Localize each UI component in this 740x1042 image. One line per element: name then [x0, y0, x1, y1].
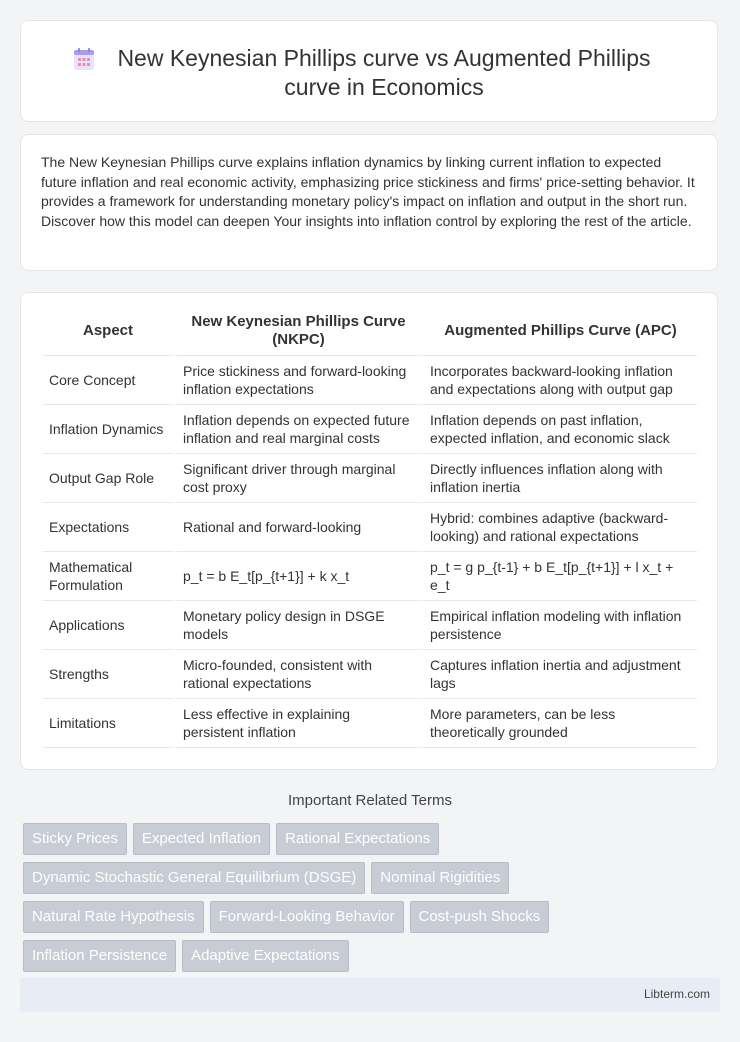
aspect-cell: Limitations	[43, 699, 173, 748]
related-term-tag[interactable]: Nominal Rigidities	[371, 862, 509, 894]
related-terms-title: Important Related Terms	[288, 792, 452, 809]
related-term-tag[interactable]: Dynamic Stochastic General Equilibrium (DSGE)	[23, 862, 365, 894]
apc-cell: Hybrid: combines adaptive (backward-looking) and rational expectations	[420, 503, 697, 552]
related-term-tag[interactable]: Forward-Looking Behavior	[210, 901, 404, 933]
related-term-tag[interactable]: Cost-push Shocks	[410, 901, 550, 933]
related-term-tag[interactable]: Adaptive Expectations	[182, 940, 348, 972]
nkpc-cell: Significant driver through marginal cost proxy	[173, 454, 420, 503]
footer-bar	[20, 978, 720, 1012]
table-row	[43, 601, 697, 650]
nkpc-cell: Inflation depends on expected future inflation and real marginal costs	[173, 405, 420, 454]
table-row	[43, 356, 697, 405]
apc-cell: Inflation depends on past inflation, expected inflation, and economic slack	[420, 405, 697, 454]
related-terms-list	[23, 823, 723, 979]
apc-cell: More parameters, can be less theoretically grounded	[420, 699, 697, 748]
nkpc-cell: Micro-founded, consistent with rational expectations	[173, 650, 420, 699]
header-aspect: Aspect	[43, 306, 173, 356]
apc-cell: Incorporates backward-looking inflation and expectations along with output gap	[420, 356, 697, 405]
footer-site-link[interactable]: Libterm.com	[643, 987, 710, 1001]
title-card	[20, 20, 718, 122]
page-title: New Keynesian Phillips curve vs Augmented Phillips curve in Economics	[117, 45, 651, 100]
aspect-cell: Output Gap Role	[43, 454, 173, 503]
table-row	[43, 454, 697, 503]
aspect-cell: Core Concept	[43, 356, 173, 405]
aspect-cell: Inflation Dynamics	[43, 405, 173, 454]
apc-cell: p_t = g p_{t-1} + b E_t[p_{t+1}] + l x_t + e_t	[420, 552, 697, 601]
apc-cell: Directly influences inflation along with inflation inertia	[420, 454, 697, 503]
nkpc-cell: p_t = b E_t[p_{t+1}] + k x_t	[173, 552, 420, 601]
aspect-cell: Expectations	[43, 503, 173, 552]
related-term-tag[interactable]: Expected Inflation	[133, 823, 270, 855]
header-nkpc: New Keynesian Phillips Curve (NKPC)	[173, 306, 420, 356]
apc-cell: Empirical inflation modeling with inflation persistence	[420, 601, 697, 650]
related-term-tag[interactable]: Rational Expectations	[276, 823, 439, 855]
table-row	[43, 405, 697, 454]
header-apc: Augmented Phillips Curve (APC)	[420, 306, 697, 356]
nkpc-cell: Price stickiness and forward-looking inflation expectations	[173, 356, 420, 405]
related-term-tag[interactable]: Inflation Persistence	[23, 940, 176, 972]
nkpc-cell: Monetary policy design in DSGE models	[173, 601, 420, 650]
aspect-cell: Applications	[43, 601, 173, 650]
aspect-cell: Mathematical Formulation	[43, 552, 173, 601]
intro-card	[20, 134, 718, 271]
nkpc-cell: Rational and forward-looking	[173, 503, 420, 552]
intro-paragraph: The New Keynesian Phillips curve explains inflation dynamics by linking current inflation to expected future inflation and real economic activity, emphasizing price stickiness and firms' price-setting behavior. It provides a framework for understanding monetary policy's impact on inflation and output in the short run. Discover how this model can deepen Your insights into inflation control by exploring the rest of the article.	[41, 154, 695, 229]
table-header-row	[43, 306, 697, 356]
related-term-tag[interactable]: Natural Rate Hypothesis	[23, 901, 204, 933]
apc-cell: Captures inflation inertia and adjustment lags	[420, 650, 697, 699]
comparison-table-card	[20, 292, 718, 770]
nkpc-cell: Less effective in explaining persistent inflation	[173, 699, 420, 748]
comparison-table	[43, 306, 697, 748]
aspect-cell: Strengths	[43, 650, 173, 699]
table-row	[43, 699, 697, 748]
table-row	[43, 650, 697, 699]
related-term-tag[interactable]: Sticky Prices	[23, 823, 127, 855]
table-row	[43, 503, 697, 552]
table-row	[43, 552, 697, 601]
